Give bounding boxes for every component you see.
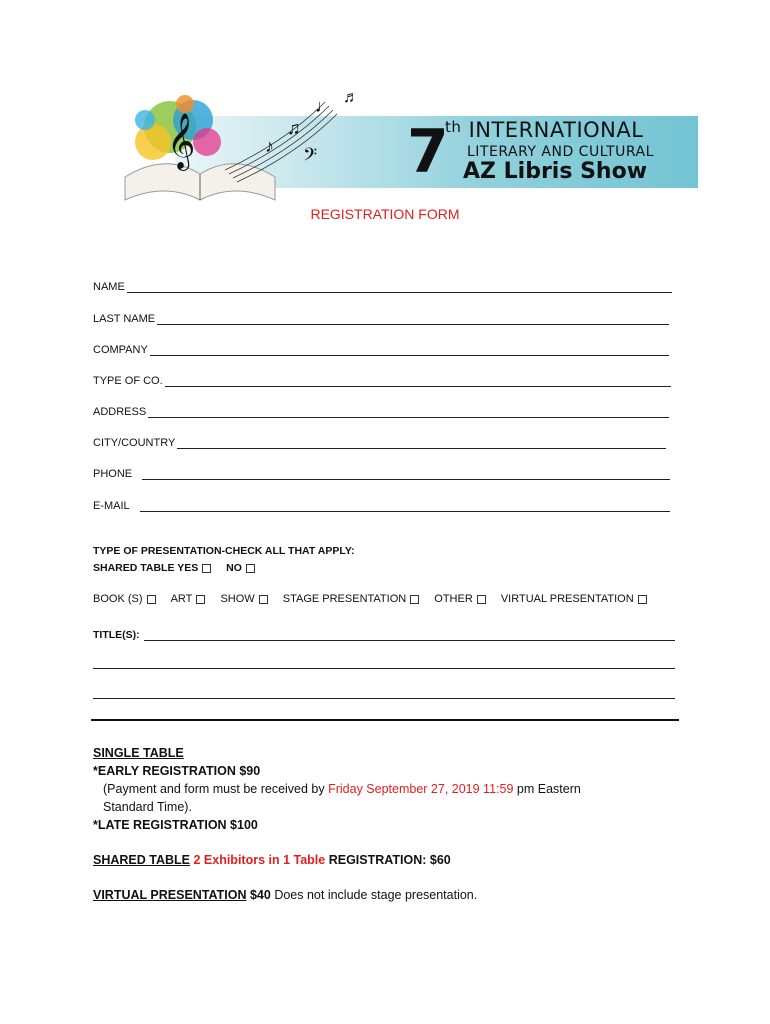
city-country-field[interactable] bbox=[93, 433, 666, 449]
option-virtual-checkbox[interactable] bbox=[638, 595, 647, 604]
deadline-suffix-2: Standard Time). bbox=[103, 800, 192, 814]
deadline-suffix-1: pm Eastern bbox=[513, 782, 581, 796]
shared-table-yes-checkbox[interactable] bbox=[202, 564, 211, 573]
titles-input-line-3[interactable] bbox=[93, 698, 675, 699]
option-virtual-label: VIRTUAL PRESENTATION bbox=[500, 593, 634, 605]
svg-text:♪: ♪ bbox=[265, 136, 274, 156]
banner-edition-number: 7 bbox=[407, 117, 449, 187]
option-book-checkbox[interactable] bbox=[147, 595, 156, 604]
pricing-section bbox=[93, 744, 581, 904]
email-label: E-MAIL bbox=[93, 500, 130, 512]
virtual-note: Does not include stage presentation. bbox=[274, 888, 478, 902]
company-label: COMPANY bbox=[93, 344, 148, 356]
type-of-company-input-line[interactable] bbox=[165, 374, 671, 387]
early-registration: *EARLY REGISTRATION $90 bbox=[93, 764, 261, 778]
last-name-input-line[interactable] bbox=[157, 312, 669, 325]
section-divider bbox=[91, 719, 679, 721]
shared-table-row bbox=[93, 560, 355, 577]
shared-table-no-label: NO bbox=[226, 562, 242, 574]
phone-label: PHONE bbox=[93, 468, 133, 480]
shared-table-heading: SHARED TABLE bbox=[93, 853, 190, 867]
type-of-company-field[interactable] bbox=[93, 371, 671, 387]
city-country-input-line[interactable] bbox=[177, 436, 666, 449]
presentation-section bbox=[93, 543, 355, 577]
address-field[interactable] bbox=[93, 402, 669, 418]
phone-input-line[interactable] bbox=[142, 467, 670, 480]
presentation-options bbox=[93, 593, 647, 605]
virtual-heading: VIRTUAL PRESENTATION bbox=[93, 888, 247, 902]
email-input-line[interactable] bbox=[140, 499, 670, 512]
city-country-label: CITY/COUNTRY bbox=[93, 437, 176, 449]
shared-table-yes-option[interactable] bbox=[93, 560, 211, 577]
banner-line-show-name: AZ Libris Show bbox=[463, 159, 648, 184]
svg-text:♫: ♫ bbox=[287, 118, 301, 138]
option-show-label: SHOW bbox=[220, 593, 255, 605]
titles-input-line-1[interactable] bbox=[144, 628, 675, 641]
banner-superscript: th bbox=[445, 118, 462, 136]
company-field[interactable] bbox=[93, 340, 669, 356]
page-title: REGISTRATION FORM bbox=[310, 206, 460, 222]
name-input-line[interactable] bbox=[127, 280, 672, 293]
option-virtual[interactable] bbox=[501, 593, 647, 605]
last-name-field[interactable] bbox=[93, 309, 669, 325]
titles-label: TITLE(S): bbox=[93, 629, 140, 641]
deadline-date: Friday September 27, 2019 11:59 bbox=[328, 782, 514, 796]
option-other[interactable] bbox=[434, 593, 486, 605]
titles-field[interactable] bbox=[93, 625, 675, 641]
option-book[interactable] bbox=[93, 593, 156, 605]
option-art[interactable] bbox=[171, 593, 206, 605]
name-field[interactable] bbox=[93, 277, 672, 293]
virtual-price: $40 bbox=[249, 888, 271, 902]
address-input-line[interactable] bbox=[148, 405, 669, 418]
phone-field[interactable] bbox=[93, 464, 670, 480]
option-other-label: OTHER bbox=[434, 593, 473, 605]
single-table-heading: SINGLE TABLE bbox=[93, 746, 184, 760]
virtual-price-row bbox=[93, 886, 581, 904]
shared-table-price-row bbox=[93, 851, 581, 869]
option-stage-label: STAGE PRESENTATION bbox=[282, 593, 407, 605]
option-show[interactable] bbox=[220, 593, 267, 605]
titles-input-line-2[interactable] bbox=[93, 668, 675, 669]
svg-text:♬: ♬ bbox=[343, 89, 359, 106]
svg-text:𝄞: 𝄞 bbox=[167, 113, 196, 169]
last-name-label: LAST NAME bbox=[93, 313, 156, 325]
shared-table-no-option[interactable] bbox=[226, 560, 255, 577]
name-label: NAME bbox=[93, 281, 125, 293]
deadline-prefix: (Payment and form must be received by bbox=[103, 782, 329, 796]
banner-international-text: INTERNATIONAL bbox=[468, 118, 644, 142]
open-book-music-logo bbox=[115, 82, 385, 202]
option-stage-checkbox[interactable] bbox=[410, 595, 419, 604]
shared-table-exhibitors: 2 Exhibitors in 1 Table bbox=[193, 853, 326, 867]
event-banner bbox=[115, 82, 698, 202]
late-registration: *LATE REGISTRATION $100 bbox=[93, 818, 258, 832]
option-show-checkbox[interactable] bbox=[259, 595, 268, 604]
email-field[interactable] bbox=[93, 496, 670, 512]
option-book-label: BOOK (S) bbox=[93, 593, 143, 605]
option-other-checkbox[interactable] bbox=[477, 595, 486, 604]
shared-table-no-checkbox[interactable] bbox=[246, 564, 255, 573]
deadline-note bbox=[93, 780, 581, 798]
type-of-company-label: TYPE OF CO. bbox=[93, 375, 163, 387]
company-input-line[interactable] bbox=[150, 343, 669, 356]
banner-line-literary: LITERARY AND CULTURAL bbox=[467, 144, 654, 160]
presentation-heading: TYPE OF PRESENTATION-CHECK ALL THAT APPLY: bbox=[93, 545, 355, 557]
address-label: ADDRESS bbox=[93, 406, 147, 418]
option-art-checkbox[interactable] bbox=[196, 595, 205, 604]
svg-text:♩: ♩ bbox=[315, 96, 333, 116]
shared-table-price: REGISTRATION: $60 bbox=[328, 853, 451, 867]
banner-line-international bbox=[445, 118, 643, 142]
option-art-label: ART bbox=[170, 593, 193, 605]
shared-table-yes-label: SHARED TABLE YES bbox=[93, 562, 199, 574]
svg-text:𝄢: 𝄢 bbox=[303, 144, 318, 169]
option-stage[interactable] bbox=[283, 593, 419, 605]
